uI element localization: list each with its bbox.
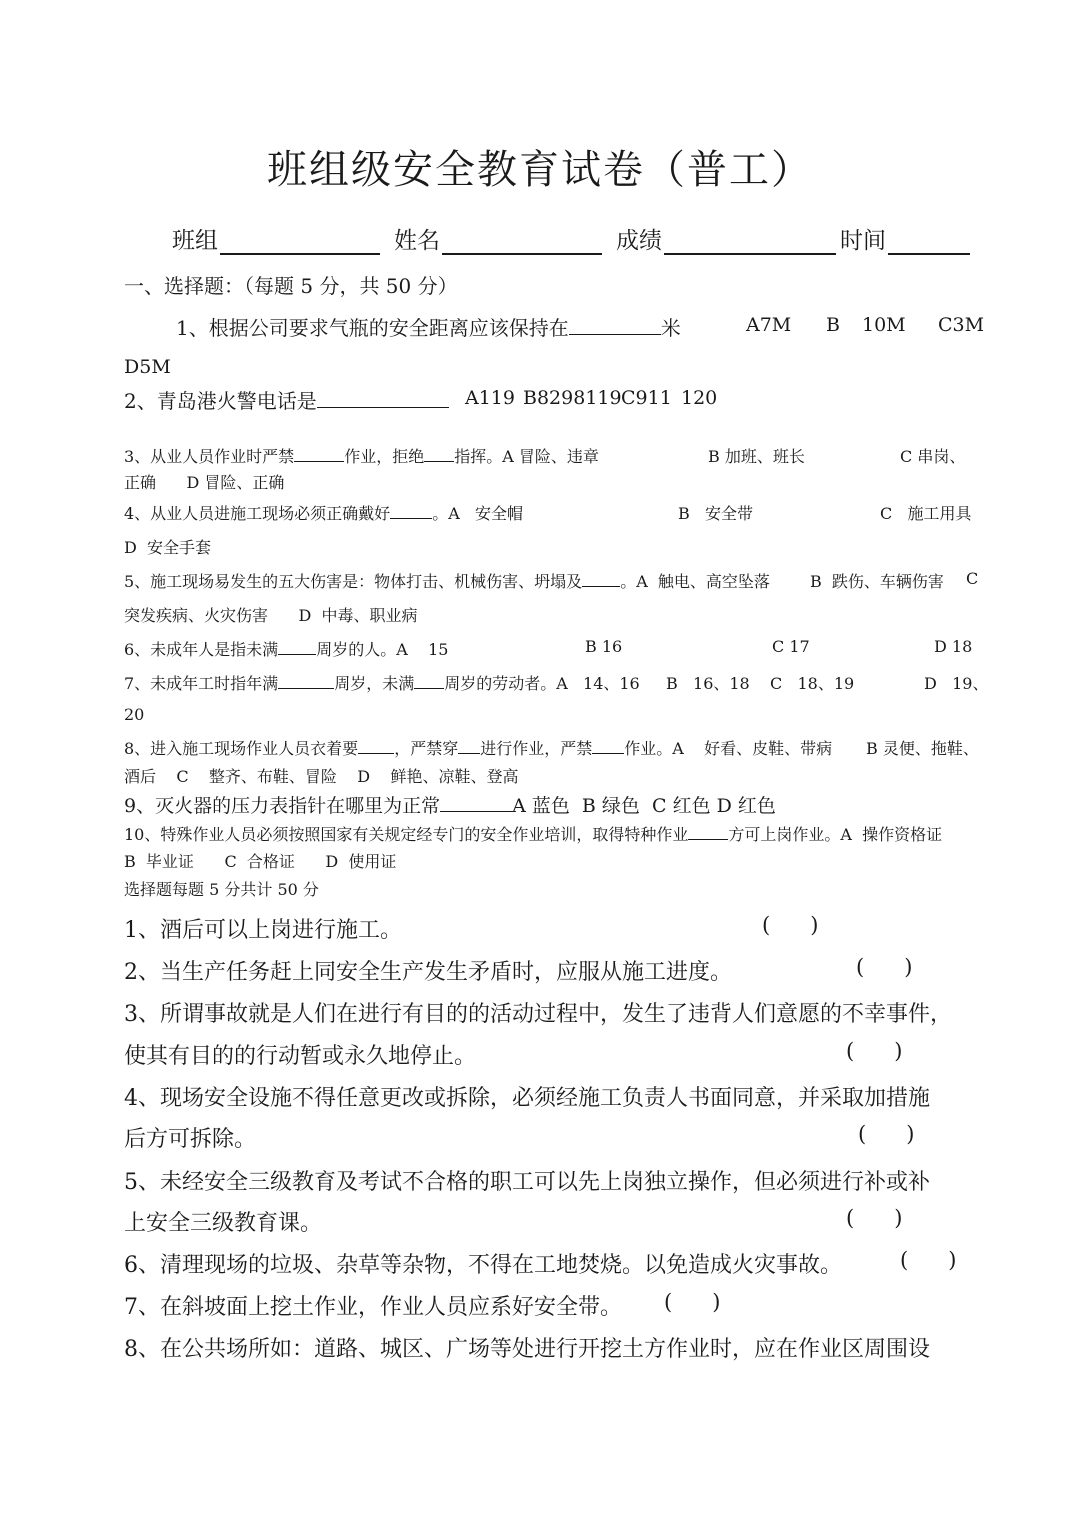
question-4-part: 。A 安全帽 [432, 504, 524, 523]
q1-option-b: B [826, 314, 840, 336]
q3-option-c: C 串岗、 [900, 447, 966, 466]
q4-option-b: B 安全带 [678, 504, 754, 523]
question-9 [124, 791, 776, 818]
question-4 [124, 501, 523, 524]
field-label-name: 姓名 [394, 228, 440, 254]
question-7-part: 周岁的劳动者。A 14、16 [444, 674, 640, 693]
question-7-blank-2[interactable] [414, 672, 444, 689]
question-9-blank[interactable] [440, 795, 512, 812]
team-blank[interactable] [220, 229, 380, 255]
question-2 [124, 385, 449, 414]
question-3-part: 作业，拒绝 [344, 447, 425, 466]
question-1-unit: 米 [660, 316, 681, 340]
q4-option-c: C 施工用具 [880, 504, 972, 523]
question-7 [124, 671, 640, 694]
question-9-options: A 蓝色 B 绿色 C 红色 D 红色 [512, 795, 776, 817]
question-10-part: 方可上岗作业。A 操作资格证 [728, 825, 943, 844]
q2-option-a: A119 [465, 387, 515, 409]
tf-item-7: 7、在斜坡面上挖土作业，作业人员应系好安全带。 [124, 1295, 622, 1320]
q1-option-d: D5M [124, 356, 171, 378]
tf-item-6: 6、清理现场的垃圾、杂草等杂物，不得在工地焚烧。以免造成火灾事故。 [124, 1253, 842, 1278]
question-6-part: 周岁的人。A 15 [316, 640, 449, 659]
tf-answer-box-5[interactable]: ( ) [846, 1206, 903, 1230]
question-3-blank-1[interactable] [294, 445, 344, 462]
question-3-blank-2[interactable] [424, 445, 454, 462]
tf-item-1: 1、酒后可以上岗进行施工。 [124, 918, 402, 943]
q5-option-c: C [966, 569, 979, 588]
tf-item-5: 5、未经安全三级教育及考试不合格的职工可以先上岗独立操作，但必须进行补或补 [124, 1170, 930, 1195]
q6-option-d: D 18 [934, 637, 973, 656]
field-label-score: 成绩 [616, 228, 662, 254]
tf-answer-box-4[interactable]: ( ) [858, 1122, 915, 1146]
question-5-blank[interactable] [582, 570, 620, 587]
page-title: 班组级安全教育试卷（普工） [267, 147, 813, 193]
tf-item-2: 2、当生产任务赶上同安全生产发生矛盾时，应服从施工进度。 [124, 960, 732, 985]
question-2-text: 2、青岛港火警电话是 [124, 389, 317, 413]
question-2-blank[interactable] [317, 391, 449, 408]
q6-option-b: B 16 [585, 637, 623, 656]
question-10-line-2: B 毕业证 C 合格证 D 使用证 [124, 852, 397, 871]
question-8-blank-2[interactable] [458, 737, 480, 754]
question-6 [124, 637, 448, 660]
question-10-blank[interactable] [688, 823, 728, 840]
question-7-part: 周岁，未满 [334, 674, 415, 693]
question-8-part: 8、进入施工现场作业人员衣着要 [124, 739, 359, 758]
q6-option-c: C 17 [772, 637, 810, 656]
question-3-line-2: 正确 D 冒险、正确 [124, 473, 285, 492]
section-footer-note: 选择题每题 5 分共计 50 分 [124, 880, 319, 899]
tf-answer-box-3[interactable]: ( ) [846, 1039, 903, 1063]
q2-option-c: C911 [621, 387, 672, 409]
question-10 [124, 822, 942, 845]
time-blank[interactable] [888, 229, 970, 255]
question-9-part: 9、灭火器的压力表指针在哪里为正常 [124, 795, 441, 817]
question-4-part: 4、从业人员进施工现场必须正确戴好 [124, 504, 391, 523]
question-4-blank[interactable] [390, 502, 432, 519]
question-7-blank-1[interactable] [278, 672, 334, 689]
tf-answer-box-1[interactable]: ( ) [762, 913, 819, 937]
question-8-part: 作业。A 好看、皮鞋、带病 [624, 739, 833, 758]
tf-answer-box-7[interactable]: ( ) [664, 1290, 721, 1314]
q7-option-d: D 19、 [924, 674, 989, 693]
tf-answer-box-2[interactable]: ( ) [856, 955, 913, 979]
question-5 [124, 569, 770, 592]
question-8-line-2: 酒后 C 整齐、布鞋、冒险 D 鲜艳、凉鞋、登高 [124, 767, 519, 786]
field-label-time: 时间 [840, 228, 886, 254]
question-4-line-2: D 安全手套 [124, 538, 212, 557]
question-10-part: 10、特殊作业人员必须按照国家有关规定经专门的安全作业培训，取得特种作业 [124, 825, 689, 844]
question-1-blank[interactable] [569, 318, 661, 335]
question-8-part: ，严禁穿 [394, 739, 459, 758]
section-heading-choice: 一、选择题：（每题 5 分，共 50 分） [124, 274, 458, 298]
tf-item-3: 3、所谓事故就是人们在进行有目的的活动过程中，发生了违背人们意愿的不幸事件， [124, 1002, 952, 1027]
tf-item-5-cont: 上安全三级教育课。 [124, 1211, 323, 1236]
question-1-text: 1、根据公司要求气瓶的安全距离应该保持在 [176, 316, 569, 340]
question-7-line-2: 20 [124, 705, 145, 724]
question-8-blank-3[interactable] [592, 737, 624, 754]
score-blank[interactable] [664, 229, 836, 255]
question-8-blank-1[interactable] [358, 737, 394, 754]
question-3 [124, 444, 599, 467]
q1-option-a: A7M [746, 314, 792, 336]
question-1 [176, 312, 681, 341]
q8-option-b: B 灵便、拖鞋、 [866, 739, 979, 758]
name-blank[interactable] [442, 229, 602, 255]
tf-item-8: 8、在公共场所如：道路、城区、广场等处进行开挖土方作业时，应在作业区周围设 [124, 1337, 930, 1362]
q2-option-d: 120 [681, 387, 718, 409]
tf-item-3-cont: 使其有目的的行动暂或永久地停止。 [124, 1044, 477, 1069]
question-5-line-2: 突发疾病、火灾伤害 D 中毒、职业病 [124, 606, 418, 625]
question-6-part: 6、未成年人是指未满 [124, 640, 279, 659]
q5-option-b: B 跌伤、车辆伤害 [810, 572, 944, 591]
question-5-part: 。A 触电、高空坠落 [620, 572, 770, 591]
tf-item-4: 4、现场安全设施不得任意更改或拆除，必须经施工负责人书面同意，并采取加措施 [124, 1086, 930, 1111]
question-5-part: 5、施工现场易发生的五大伤害是：物体打击、机械伤害、坍塌及 [124, 572, 583, 591]
field-label-team: 班组 [172, 228, 218, 254]
question-8-part: 进行作业，严禁 [480, 739, 593, 758]
question-3-part: 指挥。A 冒险、违章 [454, 447, 599, 466]
q1-option-c: C3M [938, 314, 985, 336]
q1-option-b-value: 10M [862, 314, 906, 336]
tf-item-4-cont: 后方可拆除。 [124, 1127, 257, 1152]
q2-option-b: B8298119 [523, 387, 622, 409]
question-8 [124, 736, 832, 759]
q7-option-b: B 16、18 [666, 674, 750, 693]
question-6-blank[interactable] [278, 638, 316, 655]
question-3-part: 3、从业人员作业时严禁 [124, 447, 295, 466]
student-info-row [172, 222, 974, 255]
q7-option-c: C 18、19 [770, 674, 855, 693]
tf-answer-box-6[interactable]: ( ) [900, 1248, 957, 1272]
q3-option-b: B 加班、班长 [708, 447, 805, 466]
question-7-part: 7、未成年工时指年满 [124, 674, 279, 693]
